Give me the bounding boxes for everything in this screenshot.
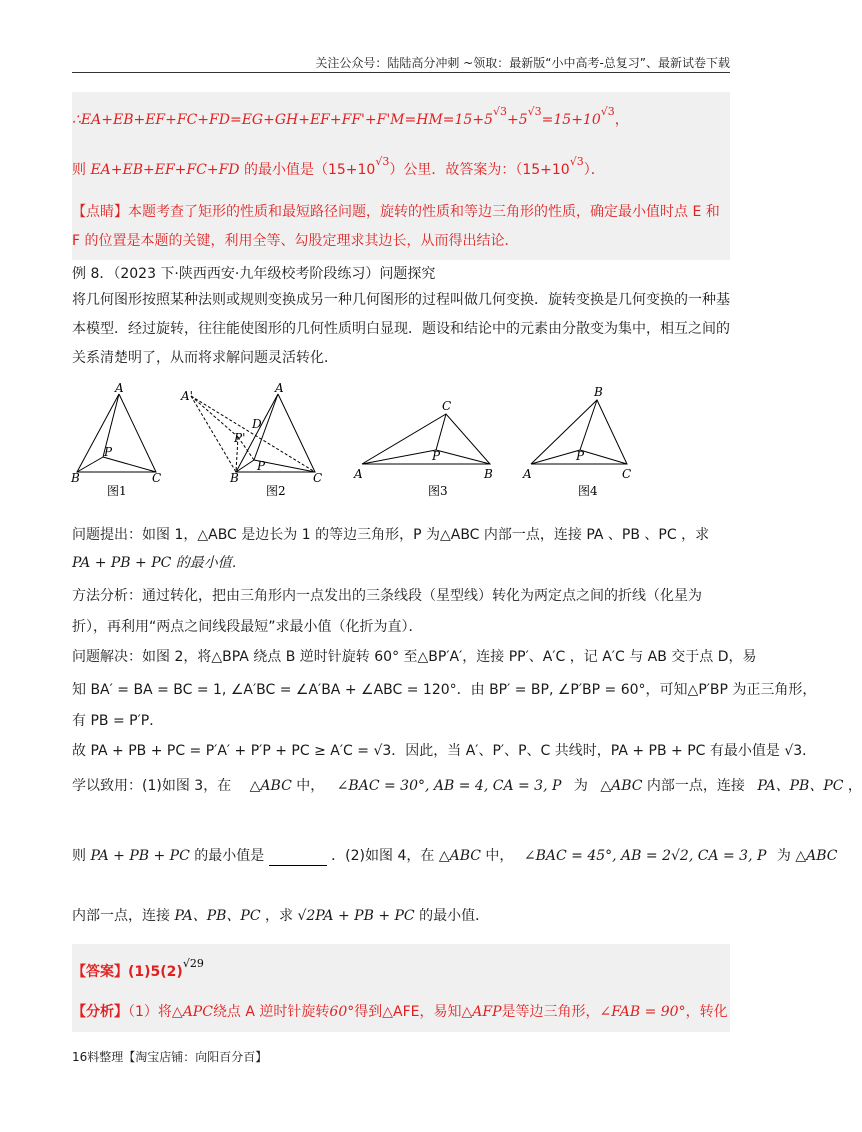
fig2-label-b: B xyxy=(230,471,239,485)
header-divider xyxy=(72,72,730,73)
fig3-label-c: C xyxy=(442,399,452,413)
problem-line-2: PA + PB + PC 的最小值． xyxy=(72,555,246,571)
solution-step-4: 故 PA + PB + PC = P′A′ + P′P + PC ≥ A′C = √3．因此，当 A′、P′、P、C 共线时，PA + PB + PC 有最小值是 √3． xyxy=(72,743,817,759)
method-line-1: 方法分析：通过转化，把由三角形内一点发出的三条线段（星型线）转化为两定点之间的折线（化星为 xyxy=(72,588,702,604)
method-line-2: 折），再利用“两点之间线段最短”求最小值（化折为直）． xyxy=(72,619,423,635)
problem-line-1: 问题提出：如图 1，△ABC 是边长为 1 的等边三角形，P 为△ABC 内部一点，连接 PA 、PB 、PC ，求 xyxy=(72,527,710,543)
example-title: 例 8．（2023 下·陕西西安·九年级校考阶段练习）问题探究 xyxy=(72,266,436,282)
fig2-label-a-prime: A' xyxy=(181,389,193,403)
fig1-label-c: C xyxy=(152,471,162,485)
fig2-label-p-prime: P' xyxy=(234,431,246,445)
page-footer: 16料整理【淘宝店铺：向阳百分百】 xyxy=(72,1050,268,1064)
fig3-label-a: A xyxy=(354,467,363,481)
analysis-line: 【分析】（1）将△APC绕点 A 逆时针旋转60°得到△AFE，易知△AFP是等边三角形，∠FAB = 90°，转化 xyxy=(72,1004,728,1020)
answer-line: 【答案】$(1)5(2)^{√29}$ xyxy=(72,957,204,980)
fig4-label-b: B xyxy=(594,385,603,399)
fig2-label-a: A xyxy=(275,381,284,395)
fig2-label-c: C xyxy=(313,471,323,485)
fig3-caption: 图3 xyxy=(428,484,448,498)
solution-step-2: 知 BA′ = BA = BC = 1, ∠A′BC = ∠A′BA + ∠ABC = 120°．由 BP′ = BP, ∠P′BP = 60°，可知△P′BP 为正三角形， xyxy=(72,682,817,698)
geometry-figures xyxy=(0,382,800,502)
comment-tag: 【点睛】 xyxy=(72,204,128,220)
answer-blank xyxy=(269,851,327,866)
fig1-label-b: B xyxy=(71,471,80,485)
fig1-label-a: A xyxy=(115,381,124,395)
fig4-caption: 图4 xyxy=(578,484,598,498)
fig2-label-p: P xyxy=(257,459,266,473)
fig3-label-b: B xyxy=(484,467,493,481)
fig4-label-a: A xyxy=(523,467,532,481)
solution-step-1: 问题解决：如图 2，将△BPA 绕点 B 逆时针旋转 60° 至△BP′A′，连接 PP′、A′C ，记 A′C 与 AB 交于点 D，易 xyxy=(72,649,757,665)
fig1-caption: 图1 xyxy=(107,484,127,498)
fig1-label-p: P xyxy=(104,445,113,459)
fig3-label-p: P xyxy=(432,449,441,463)
comment-paragraph: 【点睛】本题考查了矩形的性质和最短路径问题，旋转的性质和等边三角形的性质，确定最小值时点 E 和 F 的位置是本题的关键，利用全等、勾股定理求其边长，从而得出结论． xyxy=(72,204,720,249)
page-header: 关注公众号：陆陆高分冲刺 ~领取：最新版“小中高考-总复习”、最新试卷下载 xyxy=(315,56,730,70)
solution-line-2: 则 EA+EB+EF+FC+FD 的最小值是$(15+10^{√3})$公里．故答案为：$(15+10^{√3})$． xyxy=(72,155,605,178)
analysis-tag: 【分析】 xyxy=(72,1004,128,1020)
apply-line-1: 学以致用：(1)如图 3，在 △ABC 中， ∠BAC = 30°, AB = 4, CA = 3, P 为 △ABC 内部一点，连接 PA、PB、PC ， xyxy=(72,778,862,794)
fig4-label-p: P xyxy=(576,449,585,463)
solution-line-1: $\therefore EA+EB+EF+FC+FD=EG+GH+EF+FF'+F'M=HM=15+5^{√3}+5^{√3}=15+10^{√3}$， xyxy=(72,105,629,128)
example-intro: 将几何图形按照某种法则或规则变换成另一种几何图形的过程叫做几何变换．旋转变换是几何变换的一种基本模型．经过旋转，往往能使图形的几何性质明白显现．题设和结论中的元素由分散变为集中，相互之间的关系清楚明了，从而将求解问题灵活转化． xyxy=(72,292,730,366)
fig2-label-d: D xyxy=(252,417,262,431)
answer-tag: 【答案】 xyxy=(72,964,128,980)
apply-line-2: 则 PA + PB + PC 的最小值是 ．(2)如图 4，在 △ABC 中， ∠BAC = 45°, AB = 2√2, CA = 3, P 为 △ABC xyxy=(72,848,838,864)
apply-line-3: 内部一点，连接 PA、PB、PC ，求 √2PA + PB + PC 的最小值． xyxy=(72,908,490,924)
fig4-label-c: C xyxy=(622,467,632,481)
solution-step-3: 有 PB = P′P． xyxy=(72,713,164,729)
fig2-caption: 图2 xyxy=(266,484,286,498)
